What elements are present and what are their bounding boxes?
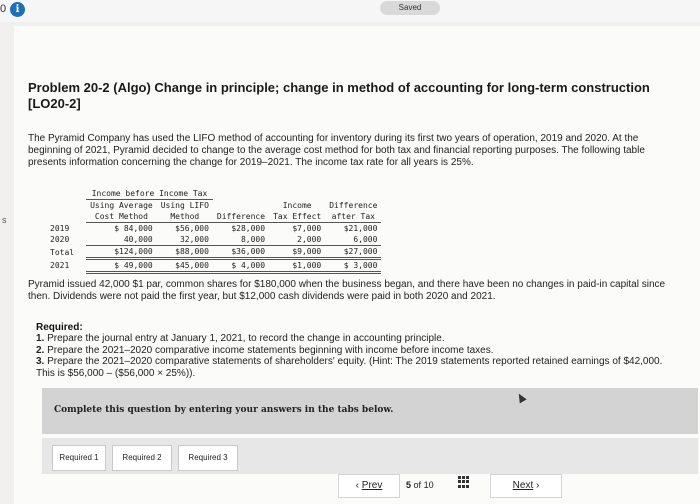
header-avg-1: Using Average — [90, 201, 153, 210]
page-indicator: 5 of 10 — [406, 480, 434, 490]
header-tax-1: Income — [282, 200, 312, 210]
page-number-fragment: 0 — [0, 3, 7, 15]
problem-title: Problem 20-2 (Algo) Change in principle; change in method of accounting for long-term construction [LO20-2] — [28, 80, 650, 111]
table-row: Total $124,000 $88,000 $36,000 $9,000 $27,000 — [48, 246, 381, 259]
prev-button[interactable]: ‹ Prev — [338, 474, 400, 498]
side-marker: s — [2, 215, 7, 225]
tab-required-1[interactable]: Required 1 — [52, 445, 106, 471]
chevron-right-icon: › — [536, 480, 540, 491]
grid-icon[interactable] — [458, 476, 470, 488]
capital-paragraph: Pyramid issued 42,000 $1 par, common shares for $180,000 when the business began, and there have been no changes in paid-in capital since then. Dividends were not paid the first year, but $12,000 cash dividends were paid in both 2020 and 2021. — [28, 279, 666, 302]
saved-status: Saved — [380, 1, 440, 15]
header-tax-2: Tax Effect — [269, 211, 325, 223]
list-item: 2. Prepare the 2021–2020 comparative income statements beginning with income before income taxes. — [36, 344, 494, 356]
header-after-2: after Tax — [325, 211, 381, 223]
tabs-bar — [42, 438, 698, 474]
instruction-text: Complete this question by entering your answers in the tabs below. — [54, 405, 394, 415]
header-avg-2: Cost Method — [86, 211, 157, 223]
table-row: 2021 $ 49,000 $45,000 $ 4,000 $1,000 $ 3,000 — [48, 259, 381, 273]
instruction-box — [42, 388, 698, 434]
list-item: 3. Prepare the 2021–2020 comparative statements of shareholders' equity. (Hint: The 2019 statements reported retained earnings of $42,000. This is $56,000 – ($56,000 × 25%)). — [36, 356, 663, 379]
header-diff: Difference — [213, 211, 269, 223]
table-span-header: Income before Income Tax — [86, 188, 213, 200]
header-lifo-2: Method — [157, 211, 213, 223]
next-button[interactable]: Next › — [490, 474, 562, 498]
chevron-left-icon: ‹ — [355, 480, 359, 491]
required-list — [36, 333, 676, 379]
required-heading: Required: — [36, 322, 83, 333]
header-after-1: Difference — [329, 200, 378, 210]
table-row: 2019 $ 84,000 $56,000 $28,000 $7,000 $21,000 — [50, 223, 378, 233]
tab-required-3[interactable]: Required 3 — [178, 445, 238, 471]
table-row: 2020 40,000 32,000 8,000 2,000 6,000 — [48, 234, 381, 246]
header-lifo-1: Using LIFO — [160, 201, 209, 210]
info-icon[interactable]: i — [10, 2, 25, 17]
list-item: 1. Prepare the journal entry at January 1, 2021, to record the change in accounting principle. — [36, 333, 445, 344]
problem-intro: The Pyramid Company has used the LIFO method of accounting for inventory during its first two years of operation, 2019 and 2020. At the beginning of 2021, Pyramid decided to change to the average cost method for both tax and financial reporting purposes. The following table presents information concerning the change for 2019–2021. The income tax rate for all years is 25%. — [28, 133, 645, 168]
tab-required-2[interactable]: Required 2 — [112, 445, 172, 471]
top-bar — [0, 0, 700, 22]
inventory-change-table — [48, 188, 381, 274]
